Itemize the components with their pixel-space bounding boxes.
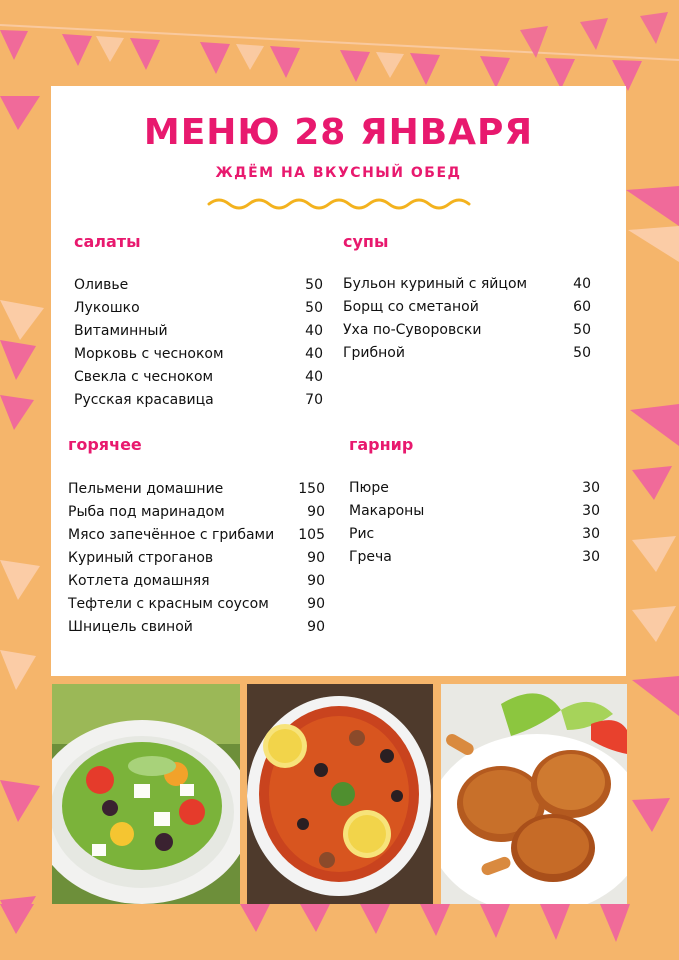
menu-item-name: Пельмени домашние (68, 481, 224, 497)
section-heading-hot: горячее (68, 435, 142, 454)
menu-item-name: Русская красавица (74, 392, 214, 408)
menu-item (343, 296, 591, 319)
section-heading-salads: салаты (74, 232, 141, 251)
menu-item-price: 70 (305, 392, 323, 408)
menu-item-price: 40 (305, 369, 323, 385)
menu-item-price: 90 (307, 504, 325, 520)
menu-item-name: Свекла с чесноком (74, 369, 214, 385)
menu-item (68, 524, 325, 547)
menu-item (349, 500, 600, 523)
page-subtitle: ЖДЁМ НА ВКУСНЫЙ ОБЕД (215, 165, 462, 181)
menu-item-name: Оливье (74, 277, 129, 293)
greek-salad-photo (52, 684, 240, 904)
menu-item (68, 501, 325, 524)
menu-item (74, 320, 323, 343)
menu-item-price: 30 (582, 549, 600, 565)
menu-item (68, 616, 325, 639)
menu-item (74, 274, 323, 297)
page-title: МЕНЮ 28 ЯНВАРЯ (143, 112, 534, 153)
solyanka-soup-photo (247, 684, 433, 904)
menu-item-name: Рыба под маринадом (68, 504, 225, 520)
menu-item (74, 366, 323, 389)
garnish-list (349, 477, 600, 569)
menu-item-price: 105 (298, 527, 325, 543)
menu-item-price: 30 (582, 480, 600, 496)
menu-item-name: Бульон куриный с яйцом (343, 276, 528, 292)
menu-item-price: 50 (573, 322, 591, 338)
menu-item-price: 90 (307, 573, 325, 589)
menu-item (68, 478, 325, 501)
menu-item-name: Морковь с чесноком (74, 346, 224, 362)
menu-item-name: Тефтели с красным соусом (68, 596, 269, 612)
menu-item-price: 90 (307, 619, 325, 635)
menu-item-name: Уха по-Суворовски (343, 322, 482, 338)
menu-item-price: 50 (305, 277, 323, 293)
menu-item (68, 570, 325, 593)
menu-item (68, 547, 325, 570)
menu-item (343, 342, 591, 365)
menu-item (349, 546, 600, 569)
menu-item (349, 523, 600, 546)
menu-item-price: 30 (582, 503, 600, 519)
menu-item-price: 50 (573, 345, 591, 361)
salads-list (74, 274, 323, 412)
menu-card (51, 86, 626, 676)
menu-item (74, 389, 323, 412)
menu-item-price: 40 (573, 276, 591, 292)
soups-list (343, 273, 591, 365)
menu-item-price: 150 (298, 481, 325, 497)
menu-item-name: Пюре (349, 480, 389, 496)
menu-item-name: Мясо запечённое с грибами (68, 527, 275, 543)
menu-item-name: Котлета домашняя (68, 573, 210, 589)
menu-item (74, 297, 323, 320)
section-heading-garnish: гарнир (349, 435, 414, 454)
menu-item-price: 50 (305, 300, 323, 316)
menu-item-price: 60 (573, 299, 591, 315)
menu-item (68, 593, 325, 616)
menu-item-name: Макароны (349, 503, 425, 519)
menu-item-name: Шницель свиной (68, 619, 193, 635)
menu-item-name: Грибной (343, 345, 405, 361)
menu-item (74, 343, 323, 366)
wave-divider (207, 196, 471, 212)
menu-item-name: Витаминный (74, 323, 168, 339)
menu-item-price: 90 (307, 596, 325, 612)
menu-item-name: Борщ со сметаной (343, 299, 479, 315)
menu-item-price: 90 (307, 550, 325, 566)
menu-item-name: Греча (349, 549, 392, 565)
menu-item (343, 319, 591, 342)
menu-item-name: Рис (349, 526, 375, 542)
hot-dishes-list (68, 478, 325, 639)
menu-item (349, 477, 600, 500)
section-heading-soups: супы (343, 232, 389, 251)
menu-item-price: 40 (305, 346, 323, 362)
menu-item-name: Куриный строганов (68, 550, 214, 566)
menu-item-price: 30 (582, 526, 600, 542)
menu-item-price: 40 (305, 323, 323, 339)
menu-item (343, 273, 591, 296)
roasted-chicken-legs-photo (441, 684, 627, 904)
menu-item-name: Лукошко (74, 300, 140, 316)
